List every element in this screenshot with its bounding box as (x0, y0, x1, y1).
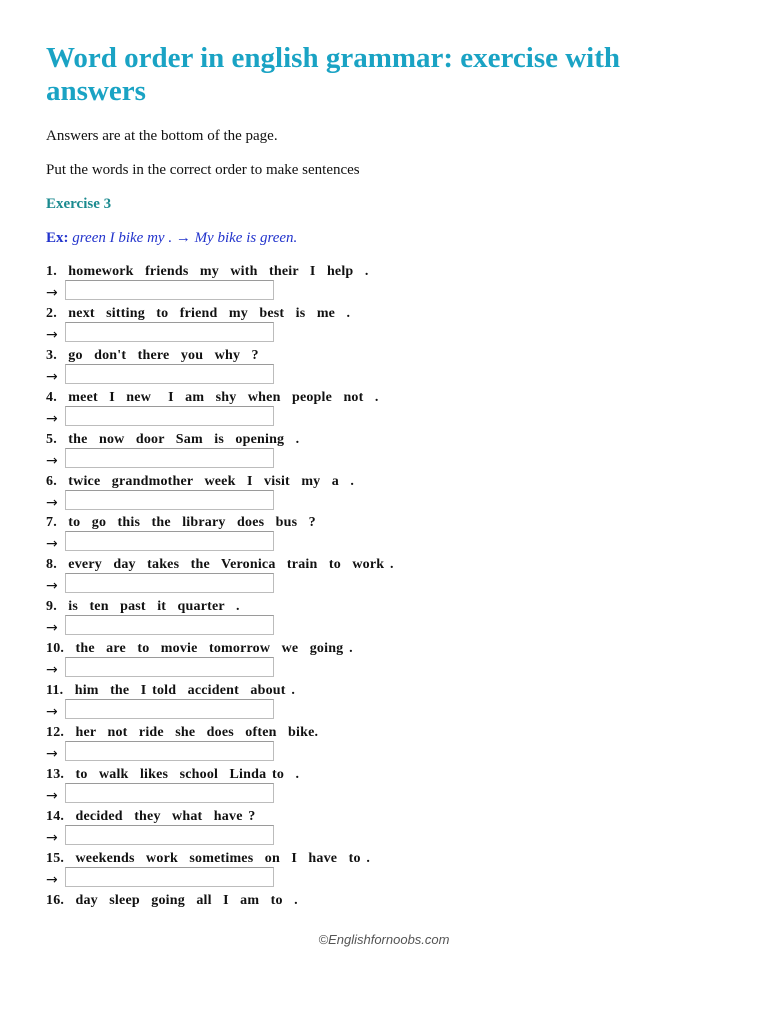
question-text: 1. homework friends my with their I help . (46, 264, 369, 279)
question-text: 11. him the I told accident about . (46, 683, 296, 698)
question-text: 3. go don't there you why ? (46, 348, 259, 363)
answer-input[interactable] (65, 280, 274, 300)
question-text: 15. weekends work sometimes on I have to . (46, 851, 371, 866)
answer-arrow-icon: → (46, 788, 58, 804)
example-label: Ex: (46, 230, 69, 246)
answer-input[interactable] (65, 783, 274, 803)
question-text: 10. the are to movie tomorrow we going . (46, 641, 353, 656)
question-item (46, 431, 746, 473)
question-item (46, 766, 746, 808)
intro-instructions: Put the words in the correct order to make sentences (46, 162, 360, 178)
answer-arrow-icon: → (46, 327, 58, 343)
question-text: 5. the now door Sam is opening . (46, 432, 300, 447)
question-text: 12. her not ride she does often bike. (46, 725, 319, 740)
question-item (46, 263, 746, 305)
question-item (46, 808, 746, 850)
question-item (46, 724, 746, 766)
answer-arrow-icon: → (46, 536, 58, 552)
answer-input[interactable] (65, 615, 274, 635)
question-text: 13. to walk likes school Linda to . (46, 767, 300, 782)
question-item (46, 305, 746, 347)
answer-input[interactable] (65, 448, 274, 468)
question-text: 16. day sleep going all I am to . (46, 893, 298, 908)
answer-input[interactable] (65, 406, 274, 426)
answer-input[interactable] (65, 364, 274, 384)
question-text: 9. is ten past it quarter . (46, 599, 240, 614)
page-title: Word order in english grammar: exercise with answers (46, 42, 621, 107)
answer-input[interactable] (65, 657, 274, 677)
answer-arrow-icon: → (46, 495, 58, 511)
question-item (46, 556, 746, 598)
example-text: green I bike my . → My bike is green. (68, 230, 298, 246)
question-item (46, 389, 746, 431)
question-item (46, 892, 746, 934)
answer-arrow-icon: → (46, 830, 58, 846)
question-text: 14. decided they what have ? (46, 809, 256, 824)
question-item (46, 640, 746, 682)
question-item (46, 514, 746, 556)
answer-arrow-icon: → (46, 369, 58, 385)
question-text: 7. to go this the library does bus ? (46, 515, 316, 530)
answer-input[interactable] (65, 573, 274, 593)
answer-arrow-icon: → (46, 578, 58, 594)
question-text: 2. next sitting to friend my best is me . (46, 306, 351, 321)
answer-input[interactable] (65, 741, 274, 761)
answer-arrow-icon: → (46, 704, 58, 720)
question-item (46, 473, 746, 515)
question-item (46, 850, 746, 892)
answer-arrow-icon: → (46, 411, 58, 427)
answer-input[interactable] (65, 490, 274, 510)
question-item (46, 347, 746, 389)
answer-input[interactable] (65, 825, 274, 845)
question-item (46, 682, 746, 724)
answer-arrow-icon: → (46, 453, 58, 469)
answer-arrow-icon: → (46, 620, 58, 636)
answer-input[interactable] (65, 322, 274, 342)
question-text: 8. every day takes the Veronica train to work . (46, 557, 394, 572)
answer-input[interactable] (65, 699, 274, 719)
answer-arrow-icon: → (46, 746, 58, 762)
answer-input[interactable] (65, 531, 274, 551)
question-text: 6. twice grandmother week I visit my a . (46, 474, 355, 489)
answer-arrow-icon: → (46, 285, 58, 301)
answer-arrow-icon: → (46, 872, 58, 888)
answer-input[interactable] (65, 867, 274, 887)
exercise-heading: Exercise 3 (46, 196, 112, 212)
copyright-footer: ©Englishfornoobs.com (318, 932, 450, 947)
question-item (46, 598, 746, 640)
intro-answers-note: Answers are at the bottom of the page. (46, 128, 278, 144)
answer-arrow-icon: → (46, 662, 58, 678)
question-text: 4. meet I new I am shy when people not . (46, 390, 379, 405)
